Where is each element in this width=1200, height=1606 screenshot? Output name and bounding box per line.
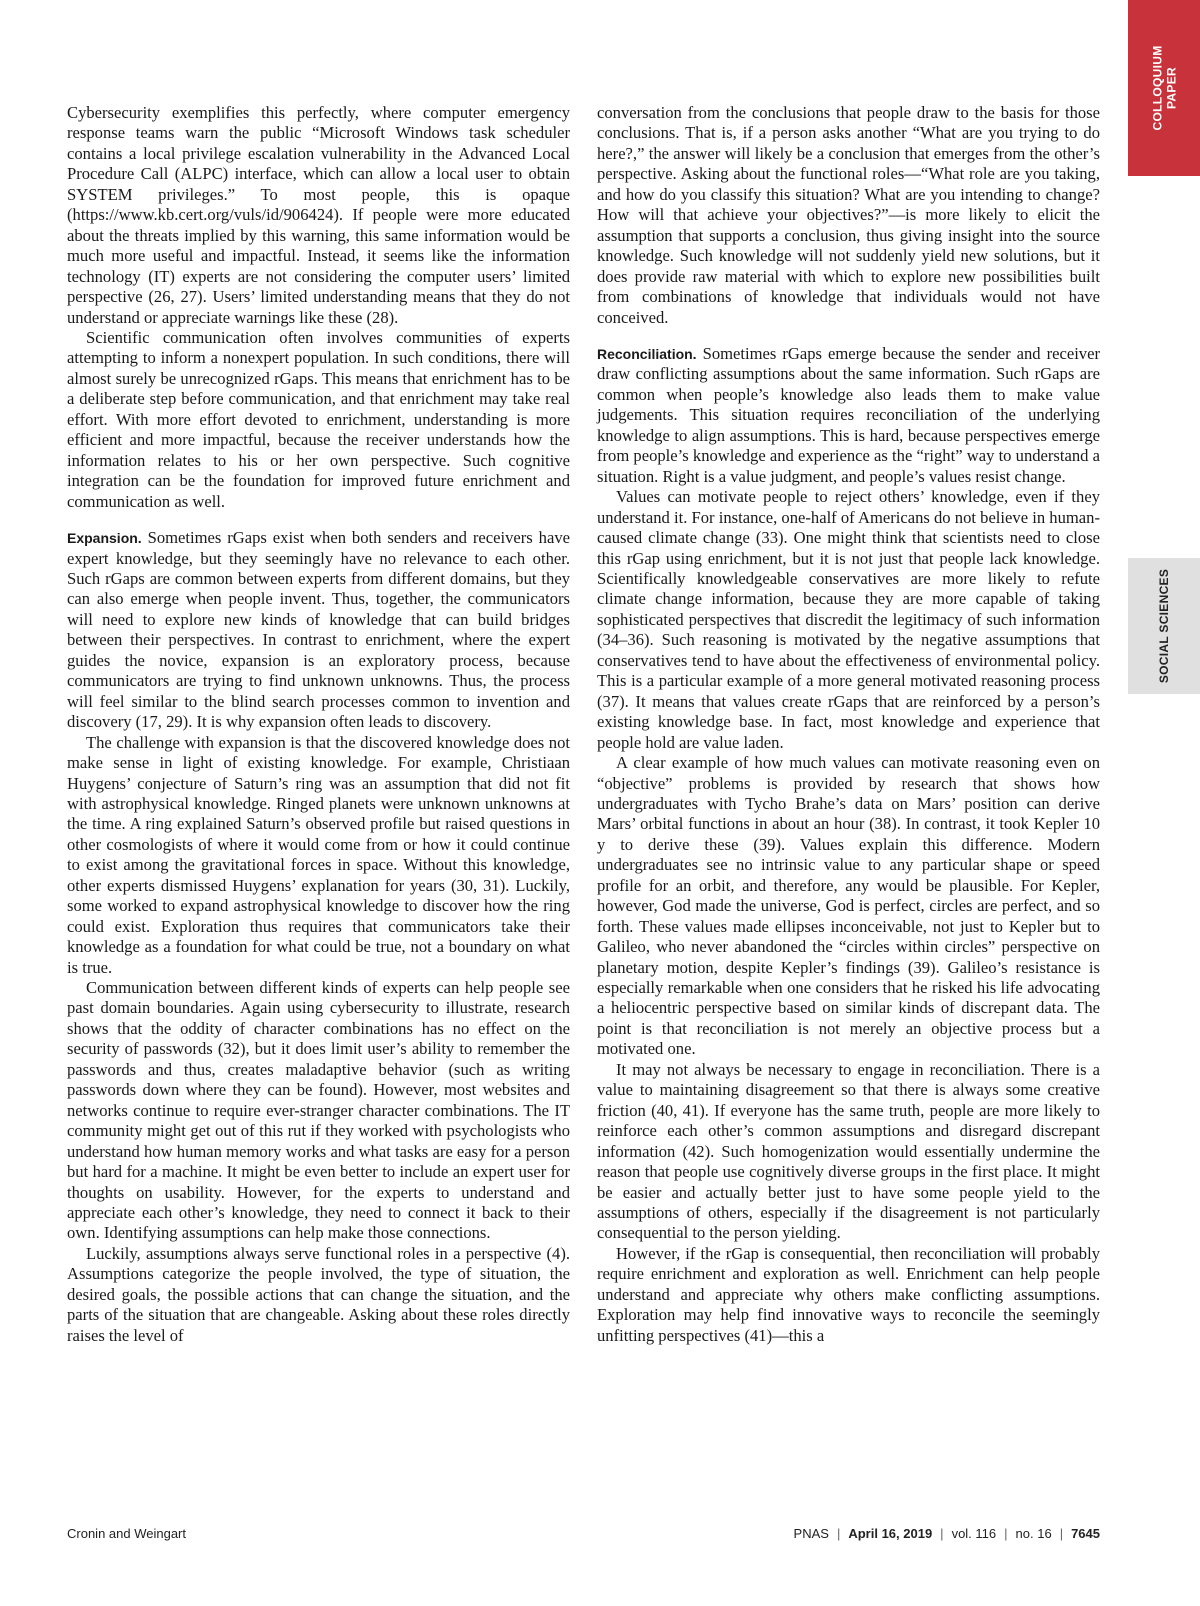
paragraph: conversation from the conclusions that people draw to the basis for those conclusions. That is, if a person asks another “What are you trying to do here?,” the answer will likely be a conclusion that emerges from the other’s perspective. Asking about the functional roles—“What role are you taking, and how do you classify this situation? What are you intending to change? How will that achieve your objectives?”—is more likely to elicit the assumption that supports a conclusion, thus giving insight into the source knowledge. Such knowledge will not suddenly yield new solutions, but it does provide raw material with which to explore new possibilities built from combinations of knowledge that individuals would not have conceived. xyxy=(597,103,1100,327)
right-column xyxy=(597,103,1100,1346)
footer-date: April 16, 2019 xyxy=(848,1526,933,1541)
paragraph: Communication between different kinds of experts can help people see past domain boundaries. Again using cybersecurity to illustrate, research shows that the oddity of character combinations has no effect on the security of passwords (32), but it does limit user’s ability to remember the passwords and thus, creates maladaptive behavior (such as writing passwords down where they can be found). However, most websites and networks continue to require ever-stranger character combinations. The IT community might get out of this rut if they worked with psychologists who understand how human memory works and what tasks are easy for a person but hard for a machine. It might be even better to include an expert user for thoughts on usability. However, for the experts to understand and appreciate each other’s knowledge, they need to connect it back to their own. Identifying assumptions can help make those connections. xyxy=(67,978,570,1243)
paragraph: Values can motivate people to reject others’ knowledge, even if they understand it. For instance, one-half of Americans do not believe in human-caused climate change (33). One might think that scientists need to close this rGap using enrichment, but it is not just that people lack knowledge. Scientifically knowledgeable conservatives are more likely to refute climate change information, because they are more capable of taking sophisticated perspectives that discredit the legitimacy of such information (34–36). Such reasoning is motivated by the negative assumptions that conservatives tend to have about the effectiveness of environmental policy. This is a particular example of a more general motivated reasoning process (37). It means that values create rGaps that are reinforced by a person’s existing knowledge base. In fact, most knowledge and experience that people hold are value laden. xyxy=(597,487,1100,752)
footer-separator: | xyxy=(836,1526,841,1541)
paragraph: Luckily, assumptions always serve functional roles in a perspective (4). Assumptions categorize the people involved, the type of situation, the desired goals, the possible actions that can change the situation, and the parts of the situation that are changeable. Asking about these roles directly raises the level of xyxy=(67,1243,570,1345)
footer-authors: Cronin and Weingart xyxy=(67,1526,186,1541)
footer-separator: | xyxy=(1004,1526,1008,1541)
paragraph: A clear example of how much values can motivate reasoning even on “objective” problems is provided by research that shows how undergraduates with Tycho Brahe’s data on Mars’ position can derive Mars’ orbital functions in about an hour (38). In contrast, it took Kepler 10 y to derive these (39). Values explain this difference. Modern undergraduates see no intrinsic value to any particular shape or speed profile for an orbit, and therefore, any would be plausible. For Kepler, however, God made the universe, God is perfect, circles are perfect, and so forth. These values made ellipses inconceivable, not just to Kepler but to Galileo, who never abandoned the “circles within circles” perspective on planetary motion, despite Kepler’s findings (39). Galileo’s resistance is especially remarkable when one considers that he risked his life advocating a heliocentric perspective based on similar kinds of discrepant data. The point is that reconciliation is not merely an objective process but a motivated one. xyxy=(597,753,1100,1059)
paragraph: However, if the rGap is consequential, then reconciliation will probably require enrichment and exploration as well. Enrichment can help people understand and appreciate why others make conflicting assumptions. Exploration may help find innovative ways to reconcile the seemingly unfitting perspectives (41)—this a xyxy=(597,1243,1100,1345)
section-tab xyxy=(1128,558,1200,694)
footer-volume: vol. 116 xyxy=(951,1526,997,1541)
expansion-section xyxy=(67,528,570,733)
colloquium-paper-tab xyxy=(1128,0,1200,176)
paragraph-text: Sometimes rGaps exist when both senders and receivers have expert knowledge, but they seemingly have no relevance to each other. Such rGaps are common between experts from different domains, but they can also emerge when people invent. Thus, together, the communicators will need to explore new kinds of knowledge that can build bridges between their perspectives. In contrast to enrichment, where the expert guides the novice, expansion is an exploratory process, because communicators are trying to find unknown unknowns. Thus, the process will feel similar to the blind search processes common to invention and discovery (17, 29). It is why expansion often leads to discovery. xyxy=(67,528,570,732)
colloquium-label: COLLOQUIUM xyxy=(1150,45,1164,131)
section-heading-expansion: Expansion. xyxy=(67,530,142,547)
section-label: SOCIAL SCIENCES xyxy=(1157,568,1171,684)
footer-citation xyxy=(794,1526,1100,1541)
paragraph: Cybersecurity exemplifies this perfectly, where computer emergency response teams warn the public “Microsoft Windows task scheduler contains a local privilege escalation vulnerability in the Advanced Local Procedure Call (ALPC) interface, which can allow a local user to obtain SYSTEM privileges.” To most people, this is opaque (https://www.kb.cert.org/vuls/id/906424). If people were more educated about the threats implied by this warning, this same information would be much more useful and impactful. Instead, it seems like the information technology (IT) experts are not considering the computer users’ limited perspective (26, 27). Users’ limited understanding means that they do not understand or appreciate warnings like these (28). xyxy=(67,103,570,327)
paragraph: Scientific communication often involves communities of experts attempting to inform a nonexpert population. In such conditions, there will almost surely be unrecognized rGaps. This means that enrichment has to be a deliberate step before communication, and that enrichment may take real effort. With more effort devoted to enrichment, understanding is more efficient and more impactful, because the receiver understands how the information relates to his or her own perspective. Such cognitive integration can be the foundation for improved future enrichment and communication as well. xyxy=(67,327,570,511)
footer-journal: PNAS xyxy=(793,1526,829,1541)
footer-issue: no. 16 xyxy=(1015,1526,1052,1541)
section-heading-reconciliation: Reconciliation. xyxy=(597,345,697,362)
colloquium-paper-label xyxy=(1150,46,1178,131)
footer-separator: | xyxy=(1059,1526,1064,1541)
paper-label: PAPER xyxy=(1164,67,1178,109)
page-footer xyxy=(67,1526,1100,1541)
paragraph: It may not always be necessary to engage in reconciliation. There is a value to maintaining disagreement so that there is always some creative friction (40, 41). If everyone has the same truth, people are more likely to reinforce each other’s common assumptions and disregard discrepant information (42). Such homogenization would essentially undermine the reason that people use cognitively diverse groups in the first place. It might be easier and actually better just to have some people yield to the assumptions of others, especially if the disagreement is not particularly consequential to the person yielding. xyxy=(597,1059,1100,1243)
reconciliation-section xyxy=(597,344,1100,487)
paragraph-text: Sometimes rGaps emerge because the sender and receiver draw conflicting assumptions about the same information. Such rGaps are common when people’s knowledge also leads them to make value judgements. This situation requires reconciliation of the underlying knowledge to align assumptions. This is hard, because perspectives emerge from people’s knowledge and experience as the “right” way to understand a situation. Right is a value judgment, and people’s values resist change. xyxy=(597,343,1100,486)
footer-separator: | xyxy=(940,1526,944,1541)
left-column xyxy=(67,103,570,1346)
footer-page-number: 7645 xyxy=(1071,1526,1100,1541)
paragraph: The challenge with expansion is that the discovered knowledge does not make sense in light of existing knowledge. For example, Christiaan Huygens’ conjecture of Saturn’s ring was an assumption that did not fit with astrophysical knowledge. Ringed planets were unknown unknowns at the time. A ring explained Saturn’s observed profile but raised questions in other cosmologists of where it would come from or how it could continue to exist among the gravitational forces in space. Without this knowledge, other experts dismissed Huygens’ explanation for years (30, 31). Luckily, some worked to expand astrophysical knowledge to discover how the ring could exist. Exploration thus requires that communicators take their knowledge as a foundation for what could be true, not a boundary on what is true. xyxy=(67,732,570,977)
